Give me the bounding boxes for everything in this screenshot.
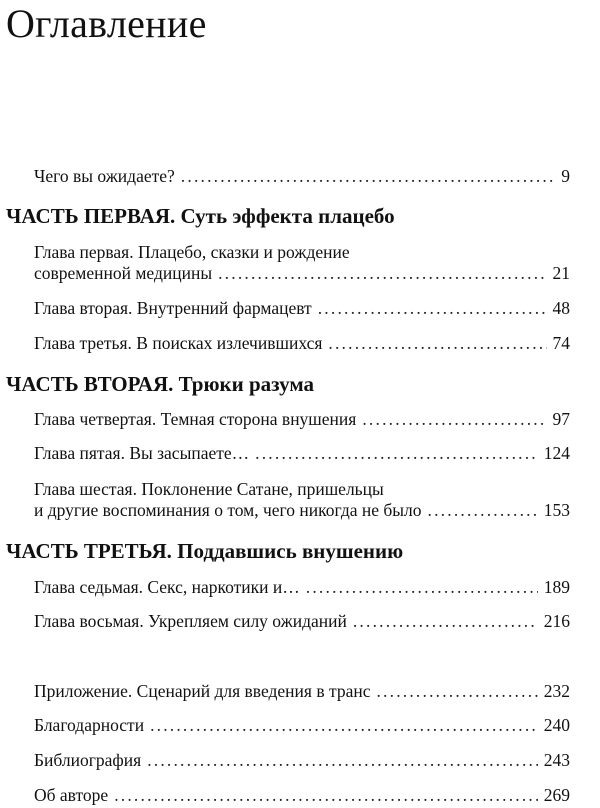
toc-entry-chapter-1[interactable] (34, 242, 570, 284)
dot-leader (114, 785, 538, 806)
dot-leader (328, 333, 546, 354)
toc-page-number: 189 (543, 577, 570, 597)
toc-entry-label: Глава седьмая. Секс, наркотики и… (34, 577, 300, 597)
page-title: Оглавление (6, 1, 207, 46)
toc-entry-label: Чего вы ожидаете? (34, 166, 175, 186)
toc-page-number: 9 (561, 166, 570, 186)
toc-entry-label: Глава восьмая. Укрепляем силу ожиданий (34, 611, 347, 631)
toc-page-number: 124 (543, 443, 570, 463)
toc-entry-label: Приложение. Сценарий для введения в транс (34, 681, 371, 701)
toc-entry-intro[interactable] (34, 166, 570, 187)
toc-entry-chapter-6[interactable] (34, 479, 570, 521)
dot-leader (255, 443, 538, 464)
dot-leader (147, 750, 538, 771)
toc-page-number: 232 (543, 681, 570, 701)
toc-entry-label-line1: Глава первая. Плацебо, сказки и рождение (34, 242, 350, 262)
toc-entry-acknowledgements[interactable] (34, 715, 570, 736)
toc-page-number: 216 (543, 611, 570, 631)
dot-leader (218, 263, 546, 284)
toc-entry-label: Об авторе (34, 785, 109, 805)
dot-leader (318, 298, 547, 319)
toc-page-number: 243 (543, 750, 570, 770)
toc-page-number: 240 (543, 715, 570, 735)
toc-entry-about-author[interactable] (34, 785, 570, 806)
toc-entry-label: Глава вторая. Внутренний фармацевт (34, 298, 312, 318)
part-heading-2: ЧАСТЬ ВТОРАЯ. Трюки разума (6, 372, 315, 396)
toc-page-number: 153 (543, 500, 570, 520)
dot-leader (306, 577, 538, 598)
toc-entry-chapter-4[interactable] (34, 409, 570, 430)
toc-entry-bibliography[interactable] (34, 750, 570, 771)
toc-entry-appendix[interactable] (34, 681, 570, 702)
dot-leader (150, 715, 538, 736)
toc-entry-chapter-7[interactable] (34, 577, 570, 598)
dot-leader (376, 681, 537, 702)
toc-entry-label: современной медицины (34, 263, 213, 283)
toc-entry-label: Глава четвертая. Темная сторона внушения (34, 409, 357, 429)
toc-entry-chapter-2[interactable] (34, 298, 570, 319)
toc-entry-chapter-5[interactable] (34, 443, 570, 464)
dot-leader (428, 500, 538, 521)
dot-leader (353, 611, 538, 632)
toc-page-number: 269 (543, 785, 570, 805)
part-heading-3: ЧАСТЬ ТРЕТЬЯ. Поддавшись внушению (6, 539, 404, 563)
toc-page-number: 21 (552, 263, 570, 283)
toc-entry-chapter-8[interactable] (34, 611, 570, 632)
toc-entry-label-line1: Глава шестая. Поклонение Сатане, пришельцы (34, 479, 384, 499)
dot-leader (181, 166, 555, 187)
toc-entry-chapter-3[interactable] (34, 333, 570, 354)
toc-page-number: 97 (552, 409, 570, 429)
toc-entry-label: Глава пятая. Вы засыпаете… (34, 443, 250, 463)
toc-entry-label: и другие воспоминания о том, чего никогда не было (34, 500, 422, 520)
toc-page-number: 48 (552, 298, 570, 318)
toc-entry-label: Глава третья. В поисках излечившихся (34, 333, 323, 353)
dot-leader (362, 409, 546, 430)
toc-entry-label: Благодарности (34, 715, 145, 735)
toc-page-number: 74 (552, 333, 570, 353)
part-heading-1: ЧАСТЬ ПЕРВАЯ. Суть эффекта плацебо (6, 204, 395, 228)
toc-entry-label: Библиография (34, 750, 142, 770)
